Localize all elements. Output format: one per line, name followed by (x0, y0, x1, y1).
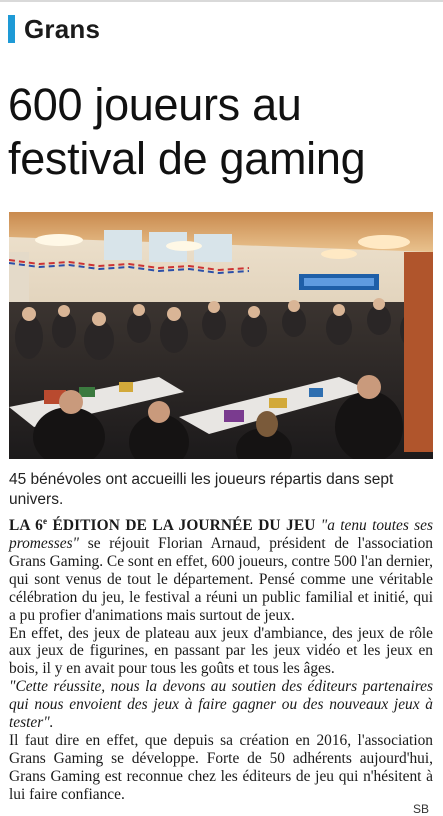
paragraph-1-rest: se réjouit Florian Arnaud, président de l'association Grans Gaming. Ce sont en effet, 600 joueurs, contre 500 l'an dernier, qui sont venus de tout le département. Pensé comme une véritable célébration du jeu, le festival a réuni un public familial et initié, qui a pu profier d'animations mais surtout de jeux. (9, 535, 433, 624)
lead-in-superscript: e (42, 516, 48, 526)
photo-caption: 45 bénévoles ont accueilli les joueurs répartis dans sept univers. (9, 471, 394, 508)
article-body (9, 513, 433, 804)
top-rule (0, 0, 443, 2)
author-signature: SB (412, 802, 429, 816)
paragraph-2: En effet, des jeux de plateau aux jeux d'ambiance, des jeux de rôle aux jeux de figurines, en passant par les jeux vidéo et les jeux en bois, il y en avait pour tous les goûts et tous les âges. (9, 624, 433, 678)
lead-in-suffix: ÉDITION DE LA JOURNÉE DU JEU (47, 517, 316, 535)
article-headline (8, 78, 438, 186)
paragraph-1 (9, 513, 433, 625)
headline-line-1: 600 joueurs au (8, 79, 302, 130)
headline-line-2: festival de gaming (8, 133, 366, 184)
section-accent-bar (8, 15, 15, 43)
quote-paragraph: "Cette réussite, nous la devons au soutien des éditeurs partenaires qui nous envoient des jeux à faire gagner ou des nouveaux jeux à tester". (9, 678, 433, 732)
section-header (8, 12, 100, 46)
article-photo (9, 212, 433, 459)
lead-quote: "a tenu toutes ses promesses" (9, 517, 433, 553)
paragraph-3: Il faut dire en effet, que depuis sa création en 2016, l'association Grans Gaming se développe. Forte de 50 adhérents aujourd'hui, Grans Gaming est reconnue chez les éditeurs de jeu qui n'hésitent à lui faire confiance. (9, 732, 433, 803)
photo-crowd-illustration (9, 212, 433, 459)
section-label: Grans (24, 13, 101, 44)
lead-in-prefix: LA 6 (9, 517, 43, 535)
lead-in (9, 517, 315, 534)
